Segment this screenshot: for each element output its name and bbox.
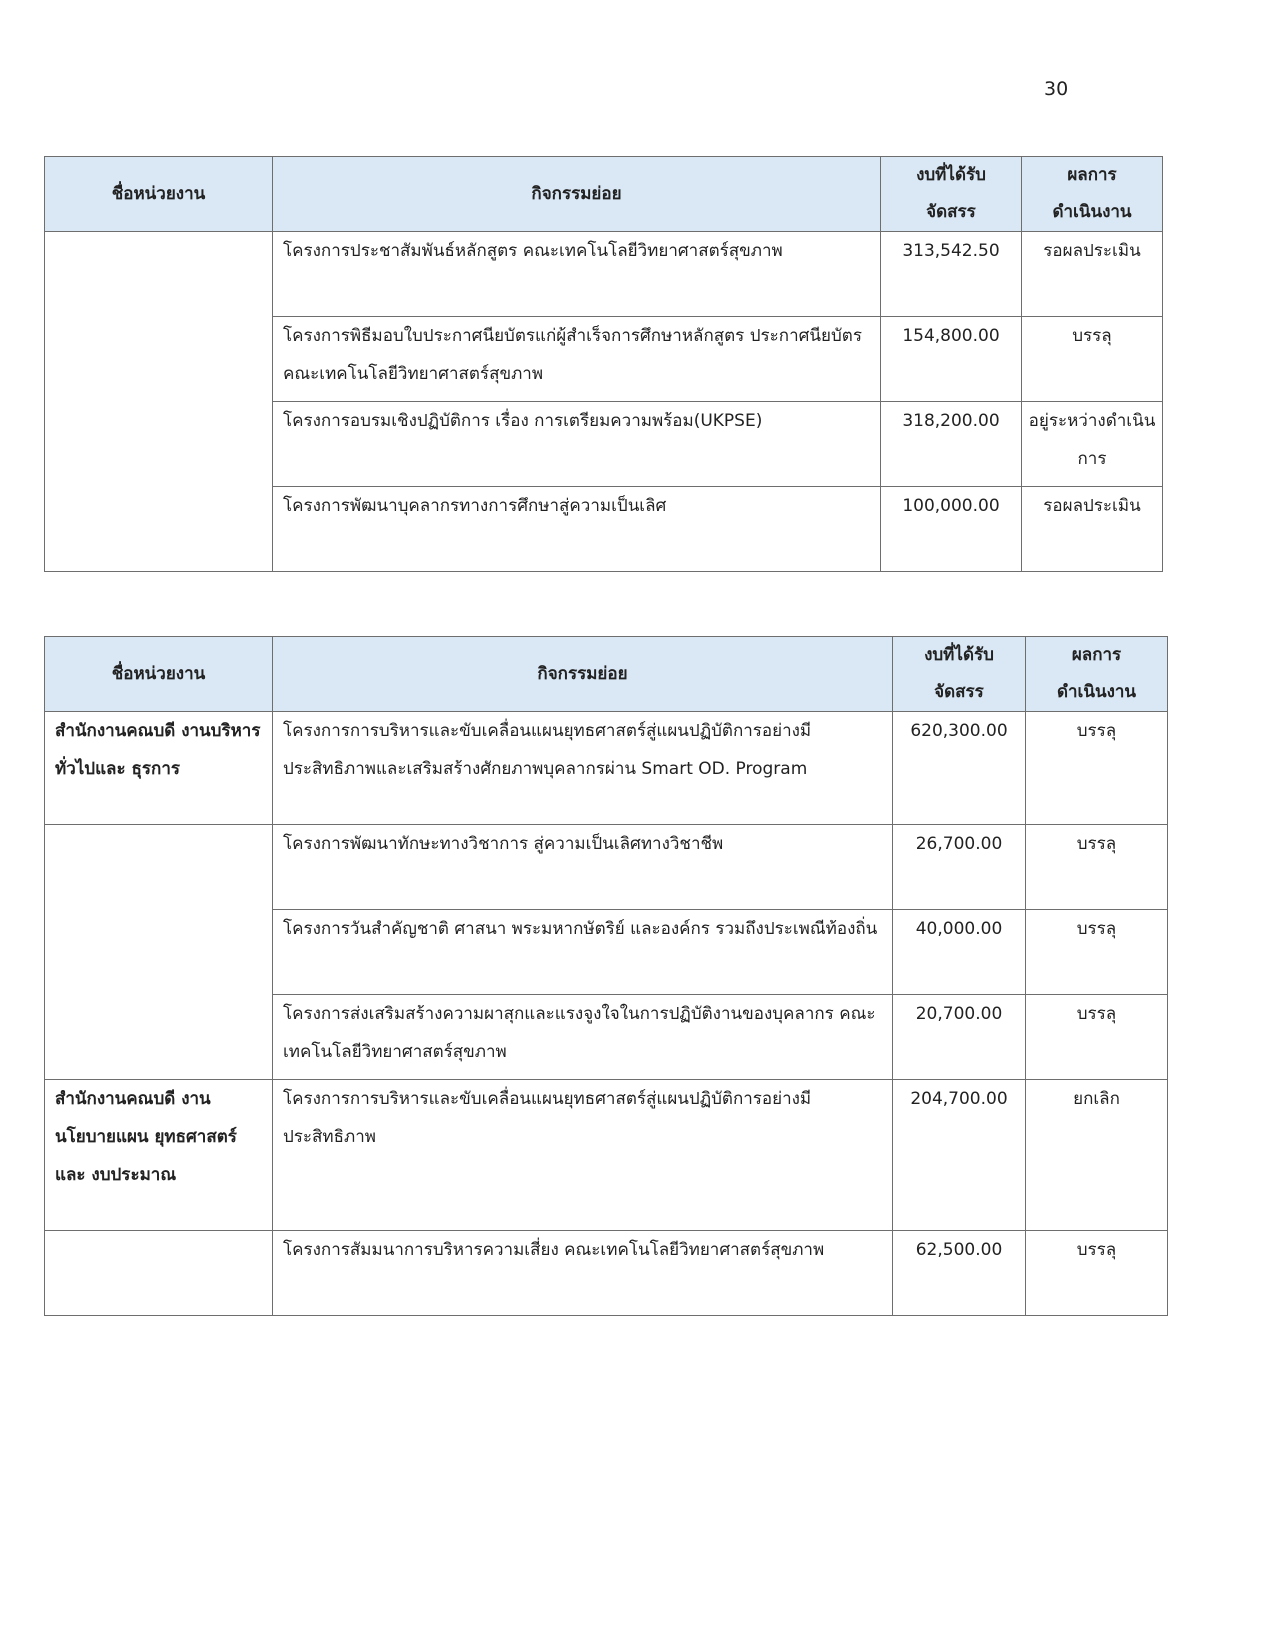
activity-cell: โครงการประชาสัมพันธ์หลักสูตร คณะเทคโนโลยีวิทยาศาสตร์สุขภาพ — [273, 232, 881, 317]
budget-cell: 40,000.00 — [893, 910, 1026, 995]
header-status: ผลการ ดำเนินงาน — [1022, 157, 1163, 232]
header-budget: งบที่ได้รับ จัดสรร — [881, 157, 1022, 232]
table-row — [45, 825, 1168, 910]
unit-cell — [45, 232, 273, 317]
table-row — [45, 232, 1163, 317]
budget-cell: 313,542.50 — [881, 232, 1022, 317]
header-activity: กิจกรรมย่อย — [273, 157, 881, 232]
table-row — [45, 1080, 1168, 1231]
status-cell: รอผลประเมิน — [1022, 487, 1163, 572]
unit-cell: สำนักงานคณบดี งานนโยบายแผน ยุทธศาสตร์และ งบประมาณ — [45, 1080, 273, 1231]
unit-cell — [45, 317, 273, 402]
header-budget: งบที่ได้รับ จัดสรร — [893, 637, 1026, 712]
activity-cell: โครงการพิธีมอบใบประกาศนียบัตรแก่ผู้สำเร็จการศึกษาหลักสูตร ประกาศนียบัตร คณะเทคโนโลยีวิทยาศาสตร์สุขภาพ — [273, 317, 881, 402]
status-cell: บรรลุ — [1026, 1231, 1168, 1316]
activity-cell: โครงการการบริหารและขับเคลื่อนแผนยุทธศาสตร์สู่แผนปฏิบัติการอย่างมีประสิทธิภาพ — [273, 1080, 893, 1231]
table-row — [45, 995, 1168, 1080]
activity-cell: โครงการอบรมเชิงปฏิบัติการ เรื่อง การเตรียมความพร้อม(UKPSE) — [273, 402, 881, 487]
activity-cell: โครงการการบริหารและขับเคลื่อนแผนยุทธศาสตร์สู่แผนปฏิบัติการอย่างมีประสิทธิภาพและเสริมสร้างศักยภาพบุคลากรผ่าน Smart OD. Program — [273, 712, 893, 825]
budget-cell: 204,700.00 — [893, 1080, 1026, 1231]
header-status: ผลการ ดำเนินงาน — [1026, 637, 1168, 712]
budget-cell: 318,200.00 — [881, 402, 1022, 487]
status-cell: บรรลุ — [1026, 712, 1168, 825]
activity-cell: โครงการวันสำคัญชาติ ศาสนา พระมหากษัตริย์ และองค์กร รวมถึงประเพณีท้องถิ่น — [273, 910, 893, 995]
activity-cell: โครงการส่งเสริมสร้างความผาสุกและแรงจูงใจในการปฏิบัติงานของบุคลากร คณะเทคโนโลยีวิทยาศาสตร์สุขภาพ — [273, 995, 893, 1080]
table-row — [45, 317, 1163, 402]
table-row — [45, 487, 1163, 572]
budget-cell: 154,800.00 — [881, 317, 1022, 402]
activity-table-2 — [44, 636, 1168, 1316]
table-row — [45, 1231, 1168, 1316]
unit-cell — [45, 1231, 273, 1316]
activity-cell: โครงการพัฒนาบุคลากรทางการศึกษาสู่ความเป็นเลิศ — [273, 487, 881, 572]
unit-cell — [45, 402, 273, 487]
table-header-row — [45, 637, 1168, 712]
header-activity: กิจกรรมย่อย — [273, 637, 893, 712]
table-row — [45, 712, 1168, 825]
status-cell: บรรลุ — [1022, 317, 1163, 402]
budget-cell: 20,700.00 — [893, 995, 1026, 1080]
unit-cell — [45, 910, 273, 995]
unit-cell — [45, 487, 273, 572]
status-cell: อยู่ระหว่างดำเนินการ — [1022, 402, 1163, 487]
header-unit: ชื่อหน่วยงาน — [45, 157, 273, 232]
status-cell: บรรลุ — [1026, 825, 1168, 910]
status-cell: รอผลประเมิน — [1022, 232, 1163, 317]
activity-cell: โครงการพัฒนาทักษะทางวิชาการ สู่ความเป็นเลิศทางวิชาชีพ — [273, 825, 893, 910]
unit-cell — [45, 995, 273, 1080]
unit-cell: สำนักงานคณบดี งานบริหารทั่วไปและ ธุรการ — [45, 712, 273, 825]
table-row — [45, 402, 1163, 487]
budget-cell: 62,500.00 — [893, 1231, 1026, 1316]
table-row — [45, 910, 1168, 995]
activity-table-1 — [44, 156, 1163, 572]
budget-cell: 620,300.00 — [893, 712, 1026, 825]
table-header-row — [45, 157, 1163, 232]
unit-cell — [45, 825, 273, 910]
status-cell: บรรลุ — [1026, 995, 1168, 1080]
header-unit: ชื่อหน่วยงาน — [45, 637, 273, 712]
status-cell: บรรลุ — [1026, 910, 1168, 995]
activity-cell: โครงการสัมมนาการบริหารความเสี่ยง คณะเทคโนโลยีวิทยาศาสตร์สุขภาพ — [273, 1231, 893, 1316]
budget-cell: 100,000.00 — [881, 487, 1022, 572]
budget-cell: 26,700.00 — [893, 825, 1026, 910]
status-cell: ยกเลิก — [1026, 1080, 1168, 1231]
page-number: 30 — [1044, 78, 1069, 100]
